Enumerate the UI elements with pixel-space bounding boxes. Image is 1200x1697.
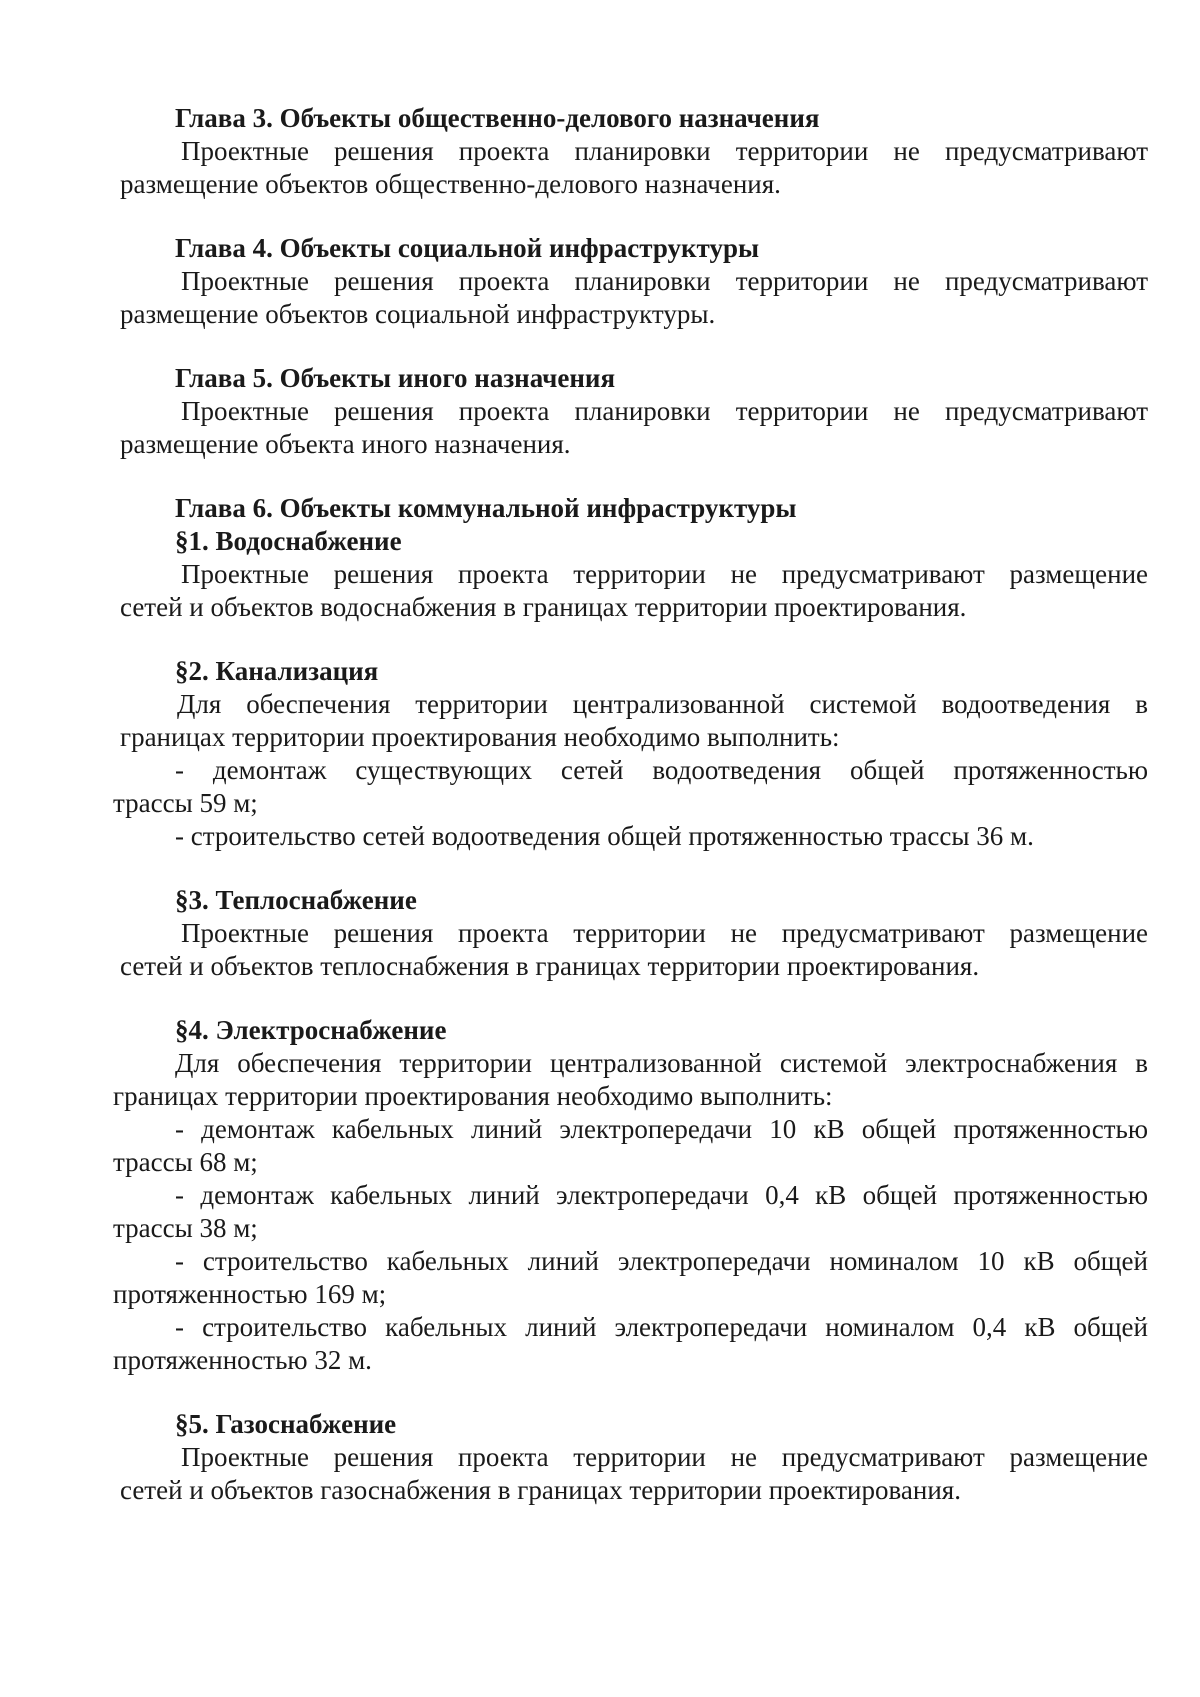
chapter-3-heading: Глава 3. Объекты общественно-делового назначения — [175, 103, 820, 133]
section-gas-text-line-1: Проектные решения проекта территории не предусматривают размещение — [181, 1442, 1148, 1472]
section-sewer-text-line-2: границах территории проектирования необходимо выполнить: — [120, 722, 840, 752]
section-electric-heading: §4. Электроснабжение — [175, 1015, 447, 1045]
chapter-5-text-line-1: Проектные решения проекта планировки территории не предусматривают — [181, 396, 1148, 426]
section-electric-item-3-line-2: протяженностью 169 м; — [113, 1279, 387, 1309]
chapter-5-text-line-2: размещение объекта иного назначения. — [120, 429, 571, 459]
chapter-3-text-line-2: размещение объектов общественно-делового назначения. — [120, 169, 781, 199]
section-water-heading: §1. Водоснабжение — [175, 526, 402, 556]
section-electric-item-4-line-1: - строительство кабельных линий электропередачи номиналом 0,4 кВ общей — [175, 1312, 1148, 1342]
section-electric-item-3-line-1: - строительство кабельных линий электропередачи номиналом 10 кВ общей — [175, 1246, 1148, 1276]
chapter-4-text-line-1: Проектные решения проекта планировки территории не предусматривают — [181, 266, 1148, 296]
section-gas-heading: §5. Газоснабжение — [175, 1409, 397, 1439]
section-sewer-item-2: - строительство сетей водоотведения общей протяженностью трассы 36 м. — [175, 821, 1034, 851]
chapter-5-heading: Глава 5. Объекты иного назначения — [175, 363, 616, 393]
section-sewer-item-1-line-2: трассы 59 м; — [113, 788, 258, 818]
section-heat-text-line-1: Проектные решения проекта территории не предусматривают размещение — [181, 918, 1148, 948]
section-heat-text-line-2: сетей и объектов теплоснабжения в границах территории проектирования. — [120, 951, 980, 981]
section-water-text-line-2: сетей и объектов водоснабжения в границах территории проектирования. — [120, 592, 967, 622]
section-electric-item-2-line-2: трассы 38 м; — [113, 1213, 258, 1243]
section-electric-item-1-line-2: трассы 68 м; — [113, 1147, 258, 1177]
section-sewer-heading: §2. Канализация — [175, 656, 379, 686]
section-heat-heading: §3. Теплоснабжение — [175, 885, 417, 915]
section-electric-item-2-line-1: - демонтаж кабельных линий электропередачи 0,4 кВ общей протяженностью — [175, 1180, 1148, 1210]
section-gas-text-line-2: сетей и объектов газоснабжения в границах территории проектирования. — [120, 1475, 961, 1505]
chapter-6-heading: Глава 6. Объекты коммунальной инфраструктуры — [175, 493, 797, 523]
section-water-text-line-1: Проектные решения проекта территории не предусматривают размещение — [181, 559, 1148, 589]
section-sewer-item-1-line-1: - демонтаж существующих сетей водоотведения общей протяженностью — [175, 755, 1148, 785]
chapter-4-heading: Глава 4. Объекты социальной инфраструктуры — [175, 233, 760, 263]
chapter-4-text-line-2: размещение объектов социальной инфраструктуры. — [120, 299, 716, 329]
section-electric-item-4-line-2: протяженностью 32 м. — [113, 1345, 372, 1375]
section-electric-text-line-1: Для обеспечения территории централизованной системой электроснабжения в — [175, 1048, 1148, 1078]
chapter-3-text-line-1: Проектные решения проекта планировки территории не предусматривают — [181, 136, 1148, 166]
section-electric-item-1-line-1: - демонтаж кабельных линий электропередачи 10 кВ общей протяженностью — [175, 1114, 1148, 1144]
section-electric-text-line-2: границах территории проектирования необходимо выполнить: — [113, 1081, 833, 1111]
section-sewer-text-line-1: Для обеспечения территории централизованной системой водоотведения в — [177, 689, 1148, 719]
